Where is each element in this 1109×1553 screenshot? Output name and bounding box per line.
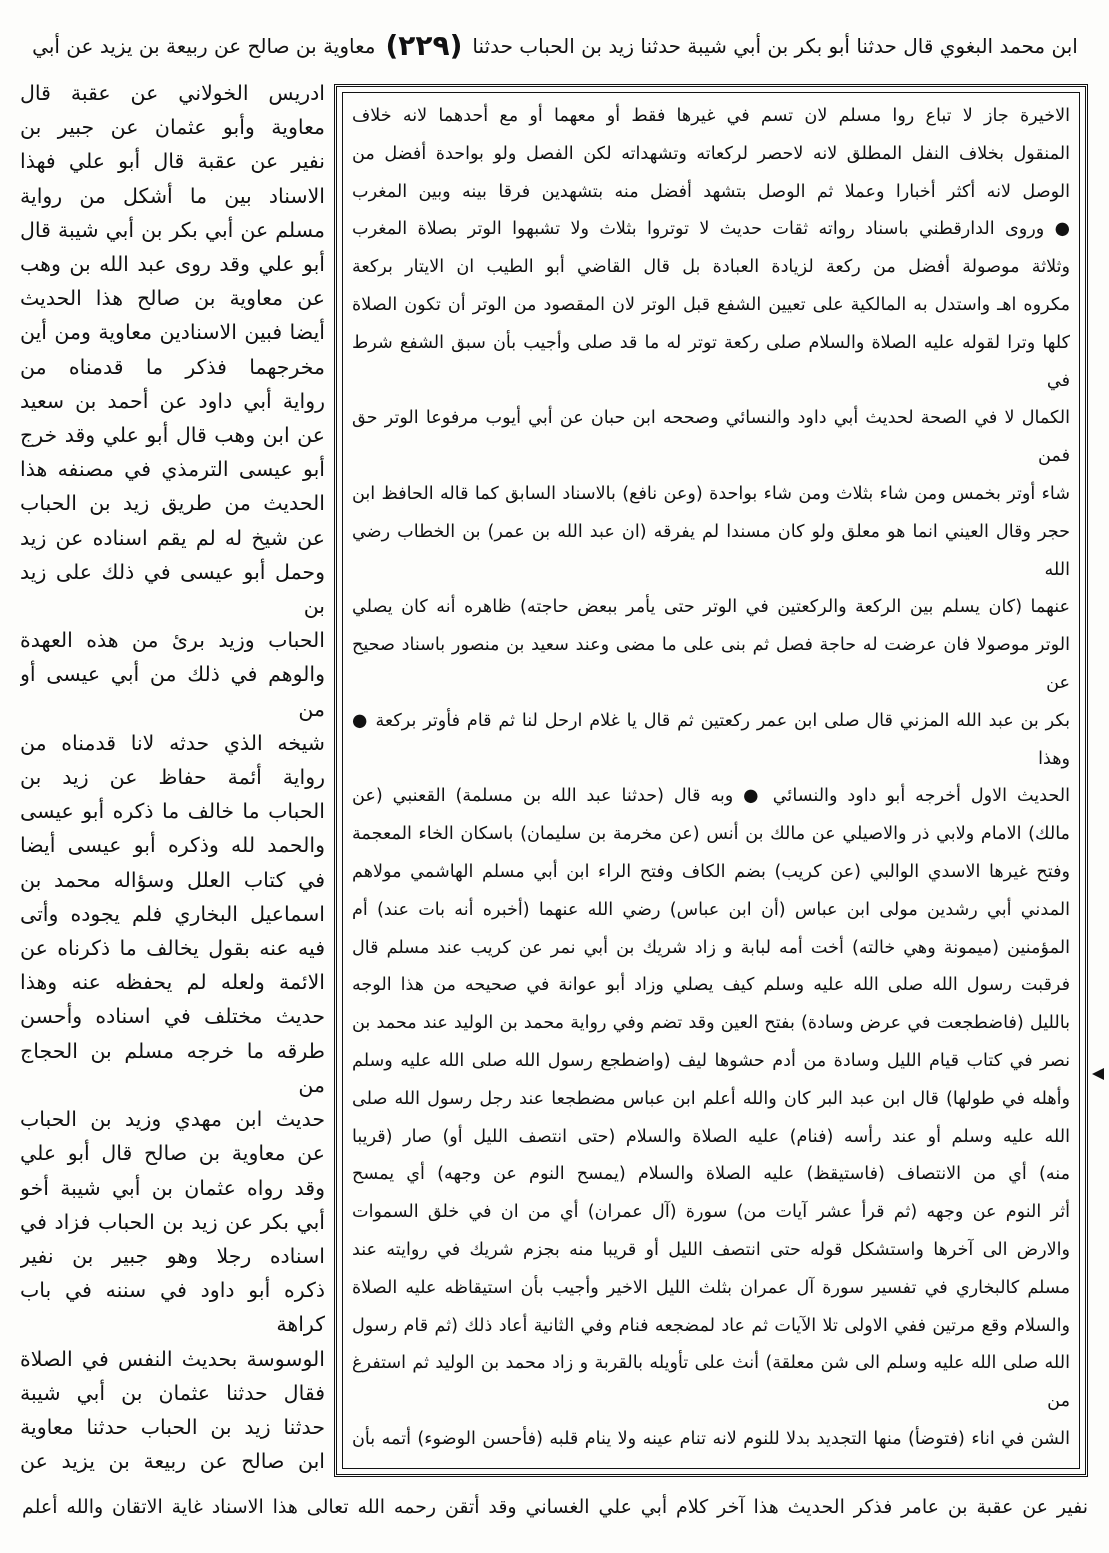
margin-text-line: والوهم في ذلك من أبي عيسى أو من bbox=[20, 662, 325, 721]
main-text-line: بكر بن عبد الله المزني قال صلى ابن عمر ركعتين ثم قال يا غلام ارحل لنا ثم قام فأوتر بركعة ● وهذا bbox=[352, 710, 1070, 769]
margin-text-line: مسلم عن أبي بكر بن أبي شيبة قال bbox=[20, 217, 325, 242]
main-text-line: والسلام وقع مرتين ففي الاولى تلا الآيات ثم عاد لمضجعه فنام وفي الثانية أعاد ذلك (ثم قام رسول bbox=[352, 1315, 1070, 1336]
main-text-line: المدني أبي رشدين مولى ابن عباس (أن ابن عباس) رضي الله عنهما (أخبره أنه بات عند) أم bbox=[352, 899, 1070, 920]
main-text-line: كلها وترا لقوله عليه الصلاة والسلام صلى ركعة توتر له ما قد صلى وأجيب بأن سبق الشفع شرط في bbox=[352, 332, 1070, 391]
page-number: (٢٢٩) bbox=[385, 29, 463, 62]
margin-text-line: حديث ابن مهدي وزيد بن الحباب bbox=[20, 1107, 325, 1132]
main-text-line: الله صلى الله عليه وسلم الى شن معلقة) أنث على تأويله بالقربة و زاد محمد بن الوليد ثم استفرغ من bbox=[352, 1353, 1070, 1412]
main-text-line: الوصل لانه أكثر أخبارا وعملا ثم الوصل بتشهد أفضل منه بتشهدين فرقا بينه وبين المغرب bbox=[352, 181, 1070, 202]
margin-text-line: معاوية وأبو عثمان عن جبير بن bbox=[20, 115, 325, 140]
margin-text-line: الائمة ولعله لم يحفظه عنه وهذا bbox=[20, 970, 325, 995]
margin-text-line: ذكره أبو داود في سننه في باب كراهة bbox=[20, 1278, 325, 1337]
margin-text-line: وقد رواه عثمان بن أبي شيبة أخو bbox=[20, 1175, 325, 1200]
margin-commentary-text bbox=[20, 76, 325, 1476]
margin-text-line: طرقه ما خرجه مسلم بن الحجاج من bbox=[20, 1038, 325, 1097]
margin-text-line: الوسوسة بحديث النفس في الصلاة bbox=[20, 1346, 325, 1371]
main-text-line: حجر وقال العيني انما هو معلق ولو كان مسندا لم يفرقه (ان عبد الله بن عمر) بن الخطاب رضي الله bbox=[352, 521, 1070, 580]
main-text-line bbox=[352, 1459, 1070, 1464]
margin-text-line: الحديث من طريق زيد بن الحباب bbox=[20, 491, 325, 516]
margin-text-line: الاسناد بين ما أشكل من رواية bbox=[20, 183, 325, 208]
margin-text-line: ابن صالح عن ربيعة بن يزيد عن bbox=[20, 1449, 325, 1474]
margin-text-line: نفير عن عقبة قال أبو علي فهذا bbox=[20, 149, 325, 174]
margin-text-line: أبو عيسى الترمذي في مصنفه هذا bbox=[20, 457, 325, 482]
main-text-line: وأهله في طولها) قال ابن عبد البر كان والله أعلم ابن عباس مضطجعا عند رجل رسول الله صلى bbox=[352, 1088, 1070, 1109]
main-text-line: مسلم كالبخاري في تفسير سورة آل عمران بثلث الليل الاخير وأجيب بأن استيقاظه عليه الصلاة bbox=[352, 1277, 1070, 1298]
margin-text-line: مخرجهما فذكر ما قدمناه من bbox=[20, 354, 325, 379]
margin-text-line: رواية أبي داود عن أحمد بن سعيد bbox=[20, 388, 325, 413]
header-text-left: معاوية بن صالح عن ربيعة بن يزيد عن أبي bbox=[32, 34, 376, 58]
margin-text-line: رواية أئمة حفاظ عن زيد بن bbox=[20, 765, 325, 790]
main-text-line: وثلاثة موصولة أفضل من ركعة لزيادة العبادة بل قال القاضي أبو الطيب ان الايتار بركعة bbox=[352, 257, 1070, 278]
page-footer-text: نفير عن عقبة بن عامر فذكر الحديث هذا آخر كلام أبي علي الغساني وقد أتقن رحمه الله تعالى هذا الاسناد غاية الاتقان والله أعلم bbox=[22, 1496, 1088, 1518]
main-text-line: الحديث الاول أخرجه أبو داود والنسائي ● وبه قال (حدثنا عبد الله بن مسلمة) القعنبي (عن bbox=[352, 786, 1070, 807]
main-text-line: نصر في كتاب قيام الليل وسادة من أدم حشوها ليف (واضطجع رسول الله صلى الله عليه وسلم bbox=[352, 1050, 1070, 1071]
margin-text-line: حدثنا زيد بن الحباب حدثنا معاوية bbox=[20, 1414, 325, 1439]
margin-text-line: اسماعيل البخاري فلم يجوده وأتى bbox=[20, 901, 325, 926]
main-text-line: مكروه اهـ واستدل به المالكية على تعيين الشفع قبل الوتر لان المقصود من الوتر أن تكون الصلاة bbox=[352, 294, 1070, 315]
main-text-line: المنقول بخلاف النفل المطلق لانه لاحصر لركعاته وتشهداته لكن الفصل ولو بواحدة أفضل من bbox=[352, 143, 1070, 164]
margin-text-line: أبي بكر عن زيد بن الحباب فزاد في bbox=[20, 1209, 325, 1234]
main-text-line: عنهما (كان يسلم بين الركعة والركعتين في الوتر حتى يأمر ببعض حاجته) ظاهره أنه كان يصلي bbox=[352, 597, 1070, 618]
page-header bbox=[22, 22, 1088, 70]
margin-text-line: شيخه الذي حدثه لانا قدمناه من bbox=[20, 730, 325, 755]
main-text-line: بالليل (فاضطجعت في عرض وسادة) بفتح العين وقد تضم وفي رواية محمد بن الوليد عند محمد بن bbox=[352, 1013, 1070, 1034]
margin-text-line: فقال حدثنا عثمان بن أبي شيبة bbox=[20, 1380, 325, 1405]
margin-text-line: والحمد لله وذكره أبو عيسى أيضا bbox=[20, 833, 325, 858]
margin-text-line: ادريس الخولاني عن عقبة قال bbox=[20, 81, 325, 105]
margin-text-line: عن معاوية بن صالح هذا الحديث bbox=[20, 286, 325, 311]
main-text-line: الوتر موصولا فان عرضت له حاجة فصل ثم بنى على ما مضى وعند سعيد بن منصور باسناد صحيح عن bbox=[352, 635, 1070, 693]
main-text-line: والارض الى آخرها واستشكل قوله حتى انتصف الليل أو قريبا منه بجزم شريك في روايته عند bbox=[352, 1239, 1070, 1260]
margin-text-line: فيه عنه بقول يخالف ما ذكرناه عن bbox=[20, 936, 325, 961]
margin-text-line: عن شيخ له لم يقم اسناده عن زيد bbox=[20, 525, 325, 550]
main-text-line: الاخيرة جاز لا تباع روا مسلم لان تسم في غيرها فقط أو معهما أو مع أحدهما لانه خلاف bbox=[352, 106, 1070, 126]
main-commentary-text bbox=[352, 98, 1070, 1464]
margin-text-line: وحمل أبو عيسى في ذلك على زيد بن bbox=[20, 559, 325, 619]
main-text-line: الكمال لا في الصحة لحديث أبي داود والنسائي وصححه ابن حبان عن أبي أيوب مرفوعا الوتر حق فمن bbox=[352, 408, 1070, 467]
main-text-line: مالك) الامام ولابي ذر والاصيلي عن مالك بن أنس (عن مخرمة بن سليمان) باسكان الخاء المعجمة bbox=[352, 824, 1070, 845]
margin-text-line: الحباب وزيد برئ من هذه العهدة bbox=[20, 628, 325, 653]
margin-text-line: اسناده رجلا وهو جبير بن نفير bbox=[20, 1243, 325, 1268]
main-text-line: فرقبت رسول الله صلى الله عليه وسلم كيف يصلي وزاد أبو عوانة في صحيحه من هذا الوجه bbox=[352, 975, 1070, 996]
header-text-right: ابن محمد البغوي قال حدثنا أبو بكر بن أبي شيبة حدثنا زيد بن الحباب حدثنا bbox=[472, 34, 1078, 58]
main-text-line: أثر النوم عن وجهه (ثم قرأ عشر آيات من) سورة (آل عمران) أي من ان في خلق السموات bbox=[352, 1202, 1070, 1223]
main-text-line: منه) أي من الانتصاف (فاستيقظ) عليه الصلاة والسلام (يمسح النوم عن وجهه) أي يمسح bbox=[352, 1164, 1070, 1185]
main-text-line: المؤمنين (ميمونة وهي خالته) أخت أمه لبابة و زاد شريك بن أبي نمر عن كريب عند مسلم قال bbox=[352, 937, 1070, 958]
margin-text-line: حديث مختلف في اسناده وأحسن bbox=[20, 1004, 325, 1029]
margin-arrow-marker bbox=[1092, 1068, 1104, 1080]
margin-text-line: عن معاوية بن صالح قال أبو علي bbox=[20, 1141, 325, 1166]
margin-text-line: في كتاب العلل وسؤاله محمد بن bbox=[20, 867, 325, 892]
main-text-line: ● وروى الدارقطني باسناد رواته ثقات حديث لا توتروا بثلاث ولا تشبهوا الوتر بصلاة المغرب bbox=[352, 219, 1070, 240]
main-text-line: الله عليه وسلم أو عند رأسه (فنام) عليه الصلاة والسلام (حتى انتصف الليل أو) صار (قريبا bbox=[352, 1126, 1070, 1147]
margin-text-line: عن ابن وهب قال أبو علي وقد خرج bbox=[20, 423, 325, 448]
main-text-line: وفتح غيرها الاسدي الوالبي (عن كريب) بضم الكاف وفتح الراء ابن أبي مسلم الهاشمي مولاهم bbox=[352, 861, 1070, 882]
main-text-line: الشن في اناء (فتوضأ) منها التجديد بدلا للنوم لانه تنام عينه ولا ينام قلبه (فأحسن الوضوء) أتمه بأن bbox=[352, 1428, 1070, 1449]
margin-text-line: الحباب ما خالف ما ذكره أبو عيسى bbox=[20, 799, 325, 824]
main-text-line: شاء أوتر بخمس ومن شاء بثلاث ومن شاء بواحدة (وعن نافع) بالاسناد السابق كما قاله الحافظ ابن bbox=[352, 483, 1070, 504]
margin-text-line: أبو علي وقد روى عبد الله بن وهب bbox=[20, 252, 325, 277]
margin-text-line: أيضا فبين الاسنادين معاوية ومن أين bbox=[20, 320, 325, 345]
